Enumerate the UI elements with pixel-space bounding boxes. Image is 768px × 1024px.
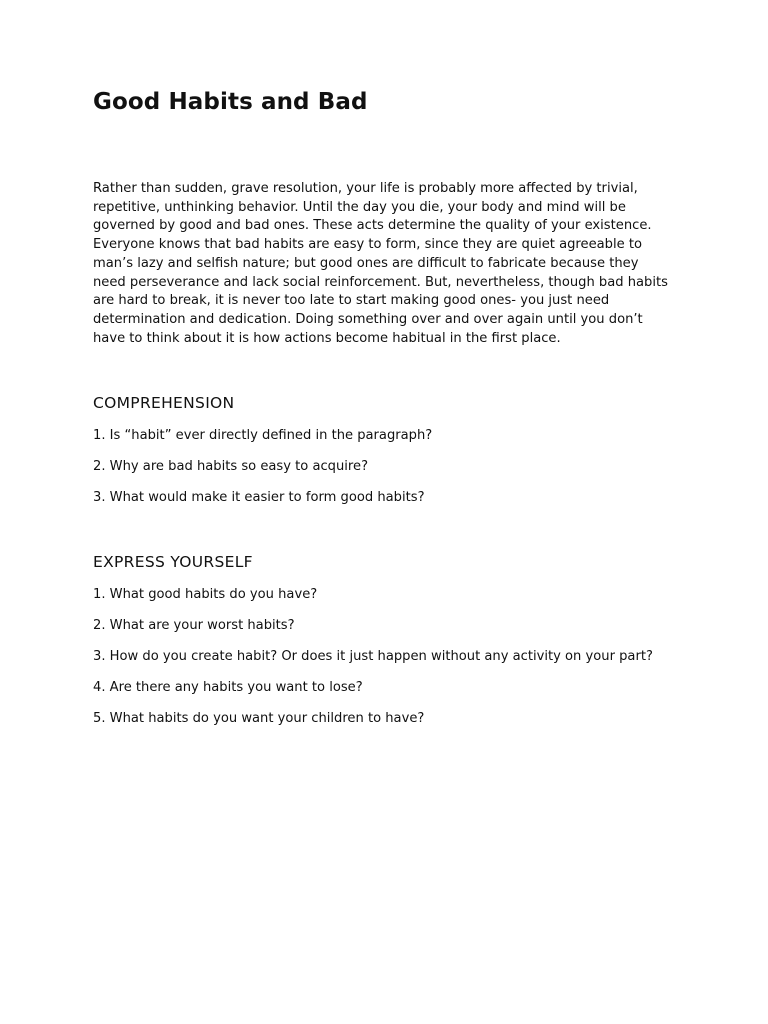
comprehension-question: 3. What would make it easier to form good habits?: [93, 490, 425, 506]
express-question: 2. What are your worst habits?: [93, 617, 295, 633]
comprehension-question-list: [93, 427, 673, 508]
express-question: 3. How do you create habit? Or does it just happen without any activity on your part?: [93, 648, 653, 664]
intro-paragraph: Rather than sudden, grave resolution, your life is probably more affected by trivial, repetitive, unthinking behavior. Until the day you die, your body and mind will be governed by good and bad ones. These acts determine the quality of your existence. Everyone knows that bad habits are easy to form, since they are quiet agreeable to man’s lazy and selfish nature; but good ones are difficult to fabricate because they need perseverance and lack social reinforcement. But, nevertheless, though bad habits are hard to break, it is never too late to start making good ones- you just need determination and dedication. Doing something over and over again until you don’t have to think about it is how actions become habitual in the first place.: [93, 181, 668, 346]
express-question: 1. What good habits do you have?: [93, 586, 318, 602]
document-page: [93, 86, 673, 728]
comprehension-question: 2. Why are bad habits so easy to acquire?: [93, 459, 369, 475]
express-question-list: [93, 586, 673, 729]
document-title: Good Habits and Bad: [93, 89, 368, 115]
express-yourself-heading: EXPRESS YOURSELF: [93, 552, 253, 571]
comprehension-question: 1. Is “habit” ever directly defined in the paragraph?: [93, 428, 433, 444]
express-question: 5. What habits do you want your children to have?: [93, 710, 425, 726]
comprehension-heading: COMPREHENSION: [93, 394, 235, 413]
express-question: 4. Are there any habits you want to lose?: [93, 679, 363, 695]
